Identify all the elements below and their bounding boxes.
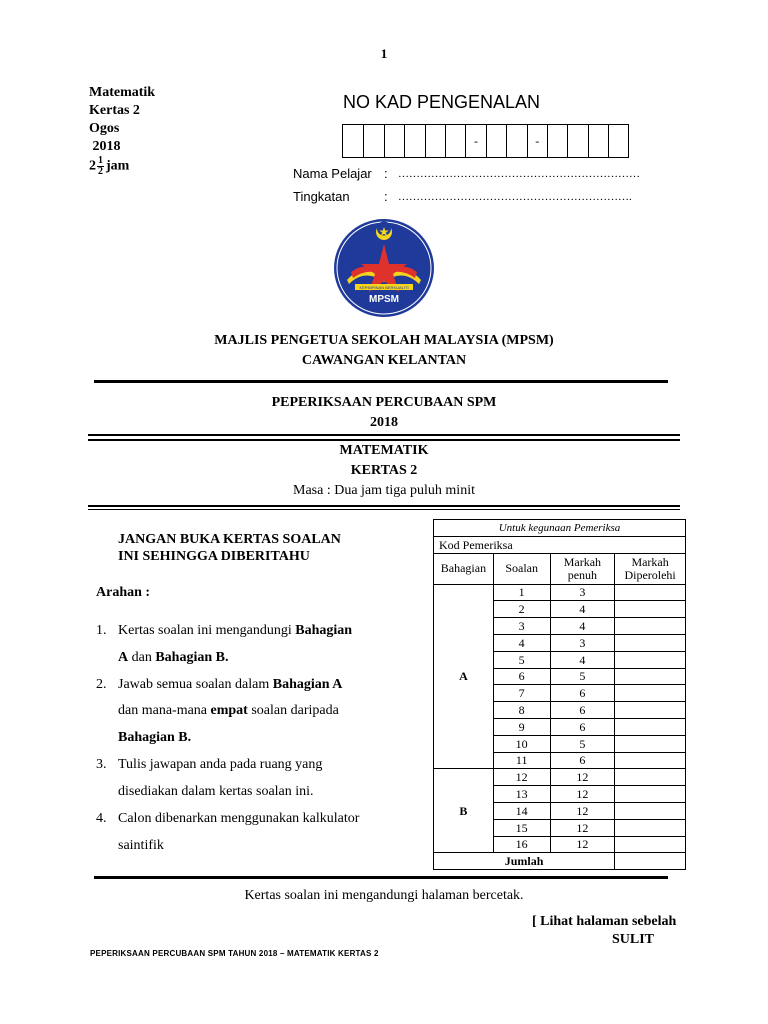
full-marks-cell: 6 <box>550 718 615 735</box>
paper-info <box>89 84 155 177</box>
instruction-item-continued: A dan Bahagian B. <box>118 650 229 665</box>
full-marks-cell: 6 <box>550 752 615 769</box>
marks-obtained-cell[interactable] <box>615 786 686 803</box>
marks-obtained-cell[interactable] <box>615 584 686 601</box>
ic-digit-box[interactable]: - <box>527 125 547 157</box>
table-caption: Untuk kegunaan Pemeriksa <box>434 520 686 537</box>
year-label: 2018 <box>92 139 121 154</box>
table-row <box>434 536 686 553</box>
marks-obtained-cell[interactable] <box>615 802 686 819</box>
printed-pages-note: Kertas soalan ini mengandungi halaman bercetak. <box>244 888 524 903</box>
exam-year: 2018 <box>370 415 398 430</box>
instruction-item: 1. Kertas soalan ini mengandungi Bahagian <box>96 623 353 638</box>
full-marks-cell: 5 <box>550 735 615 752</box>
table-header-cell: Markah penuh <box>550 553 615 584</box>
ic-digit-box[interactable] <box>588 125 608 157</box>
ic-digit-box[interactable] <box>547 125 567 157</box>
table-header-cell: Bahagian <box>434 553 494 584</box>
marks-obtained-cell[interactable] <box>615 752 686 769</box>
question-number-cell: 11 <box>493 752 550 769</box>
total-label-cell: Jumlah <box>434 853 615 870</box>
table-header-cell: Soalan <box>493 553 550 584</box>
full-marks-cell: 5 <box>550 668 615 685</box>
ic-digit-box[interactable] <box>363 125 383 157</box>
examiner-marks-table <box>433 519 686 870</box>
page-footer: PEPERIKSAAN PERCUBAAN SPM TAHUN 2018 – MATEMATIK KERTAS 2 <box>90 949 379 958</box>
question-number-cell: 5 <box>493 651 550 668</box>
full-marks-cell: 4 <box>550 651 615 668</box>
table-header-cell: Markah Diperolehi <box>615 553 686 584</box>
turn-page-note: [ Lihat halaman sebelah <box>532 914 677 929</box>
divider-rule <box>94 380 668 383</box>
name-label: Nama Pelajar <box>293 166 372 181</box>
question-number-cell: 4 <box>493 634 550 651</box>
instruction-item-continued: saintifik <box>118 838 164 853</box>
marks-obtained-cell[interactable] <box>615 618 686 635</box>
marks-obtained-cell[interactable] <box>615 601 686 618</box>
ic-digit-box[interactable] <box>567 125 587 157</box>
ic-number-boxes[interactable] <box>342 124 629 158</box>
name-colon: : <box>384 166 388 181</box>
exam-time: Masa : Dua jam tiga puluh minit <box>293 483 475 498</box>
ic-digit-box[interactable] <box>506 125 526 157</box>
examiner-code-cell[interactable]: Kod Pemeriksa <box>434 536 686 553</box>
question-number-cell: 15 <box>493 819 550 836</box>
divider-rule <box>88 509 680 510</box>
marks-obtained-cell[interactable] <box>615 685 686 702</box>
question-number-cell: 2 <box>493 601 550 618</box>
full-marks-cell: 4 <box>550 601 615 618</box>
page-number: 1 <box>380 46 388 61</box>
divider-rule <box>88 505 680 507</box>
question-number-cell: 13 <box>493 786 550 803</box>
section-cell: A <box>434 584 494 769</box>
ic-digit-box[interactable] <box>608 125 628 157</box>
exam-title: PEPERIKSAAN PERCUBAAN SPM <box>271 395 497 410</box>
organisation-line-2: CAWANGAN KELANTAN <box>301 353 467 368</box>
instruction-item-continued: dan mana-mana empat soalan daripada <box>118 703 339 718</box>
exam-paper: KERTAS 2 <box>350 463 418 478</box>
table-row <box>434 769 686 786</box>
duration-label: 2 $\frac{1}{2}$ jam <box>89 155 130 177</box>
marks-obtained-cell[interactable] <box>615 735 686 752</box>
ic-digit-box[interactable] <box>425 125 445 157</box>
question-number-cell: 8 <box>493 702 550 719</box>
full-marks-cell: 6 <box>550 685 615 702</box>
ic-digit-box[interactable]: - <box>465 125 485 157</box>
marks-obtained-cell[interactable] <box>615 819 686 836</box>
marks-obtained-cell[interactable] <box>615 836 686 853</box>
marks-obtained-cell[interactable] <box>615 702 686 719</box>
duration-fraction: $\frac{1}{2}$ <box>98 155 103 177</box>
question-number-cell: 12 <box>493 769 550 786</box>
section-cell: B <box>434 769 494 853</box>
total-marks-cell[interactable] <box>615 853 686 870</box>
table-total-row <box>434 853 686 870</box>
ic-digit-box[interactable] <box>343 125 363 157</box>
organisation-line-1: MAJLIS PENGETUA SEKOLAH MALAYSIA (MPSM) <box>214 333 554 348</box>
form-colon: : <box>384 189 388 204</box>
instruction-item: 3. Tulis jawapan anda pada ruang yang <box>96 757 323 772</box>
question-number-cell: 9 <box>493 718 550 735</box>
divider-rule <box>88 434 680 436</box>
ic-digit-box[interactable] <box>404 125 424 157</box>
full-marks-cell: 3 <box>550 634 615 651</box>
subject-label: Matematik <box>89 85 156 100</box>
ic-title: NO KAD PENGENALAN <box>343 92 541 112</box>
full-marks-cell: 3 <box>550 584 615 601</box>
logo-text: MPSM <box>369 294 399 305</box>
ic-digit-box[interactable] <box>384 125 404 157</box>
question-number-cell: 1 <box>493 584 550 601</box>
full-marks-cell: 12 <box>550 836 615 853</box>
logo-ribbon-text: KEPIMPINAN BERKUALITI <box>359 285 409 290</box>
instruction-item-continued: Bahagian B. <box>118 730 192 745</box>
table-row <box>434 520 686 537</box>
full-marks-cell: 4 <box>550 618 615 635</box>
question-number-cell: 7 <box>493 685 550 702</box>
do-not-open-warning: JANGAN BUKA KERTAS SOALAN INI SEHINGGA DIBERITAHU <box>118 532 341 564</box>
marks-obtained-cell[interactable] <box>615 634 686 651</box>
paper-label: Kertas 2 <box>89 103 140 118</box>
full-marks-cell: 6 <box>550 702 615 719</box>
instructions-heading: Arahan : <box>96 585 151 600</box>
question-number-cell: 10 <box>493 735 550 752</box>
divider-rule <box>88 439 680 441</box>
question-number-cell: 6 <box>493 668 550 685</box>
instruction-item: 4. Calon dibenarkan menggunakan kalkulator <box>96 811 360 826</box>
divider-rule <box>94 876 668 879</box>
question-number-cell: 14 <box>493 802 550 819</box>
month-label: Ogos <box>89 121 120 136</box>
instruction-item-continued: disediakan dalam kertas soalan ini. <box>118 784 314 799</box>
mpsm-logo-icon <box>333 218 435 318</box>
table-header-row <box>434 553 686 584</box>
instruction-item: 2. Jawab semua soalan dalam Bahagian A <box>96 677 343 692</box>
full-marks-cell: 12 <box>550 769 615 786</box>
marks-obtained-cell[interactable] <box>615 651 686 668</box>
exam-subject: MATEMATIK <box>339 443 429 458</box>
question-number-cell: 3 <box>493 618 550 635</box>
marks-obtained-cell[interactable] <box>615 718 686 735</box>
full-marks-cell: 12 <box>550 819 615 836</box>
form-field[interactable]: ………………………………………………………. <box>398 191 632 203</box>
marks-obtained-cell[interactable] <box>615 668 686 685</box>
question-number-cell: 16 <box>493 836 550 853</box>
ic-digit-box[interactable] <box>445 125 465 157</box>
confidential-label: SULIT <box>612 932 655 947</box>
table-row <box>434 584 686 601</box>
name-field[interactable]: ………………………………………………………… <box>398 168 640 180</box>
ic-digit-box[interactable] <box>486 125 506 157</box>
full-marks-cell: 12 <box>550 786 615 803</box>
marks-obtained-cell[interactable] <box>615 769 686 786</box>
form-label: Tingkatan <box>293 189 350 204</box>
full-marks-cell: 12 <box>550 802 615 819</box>
